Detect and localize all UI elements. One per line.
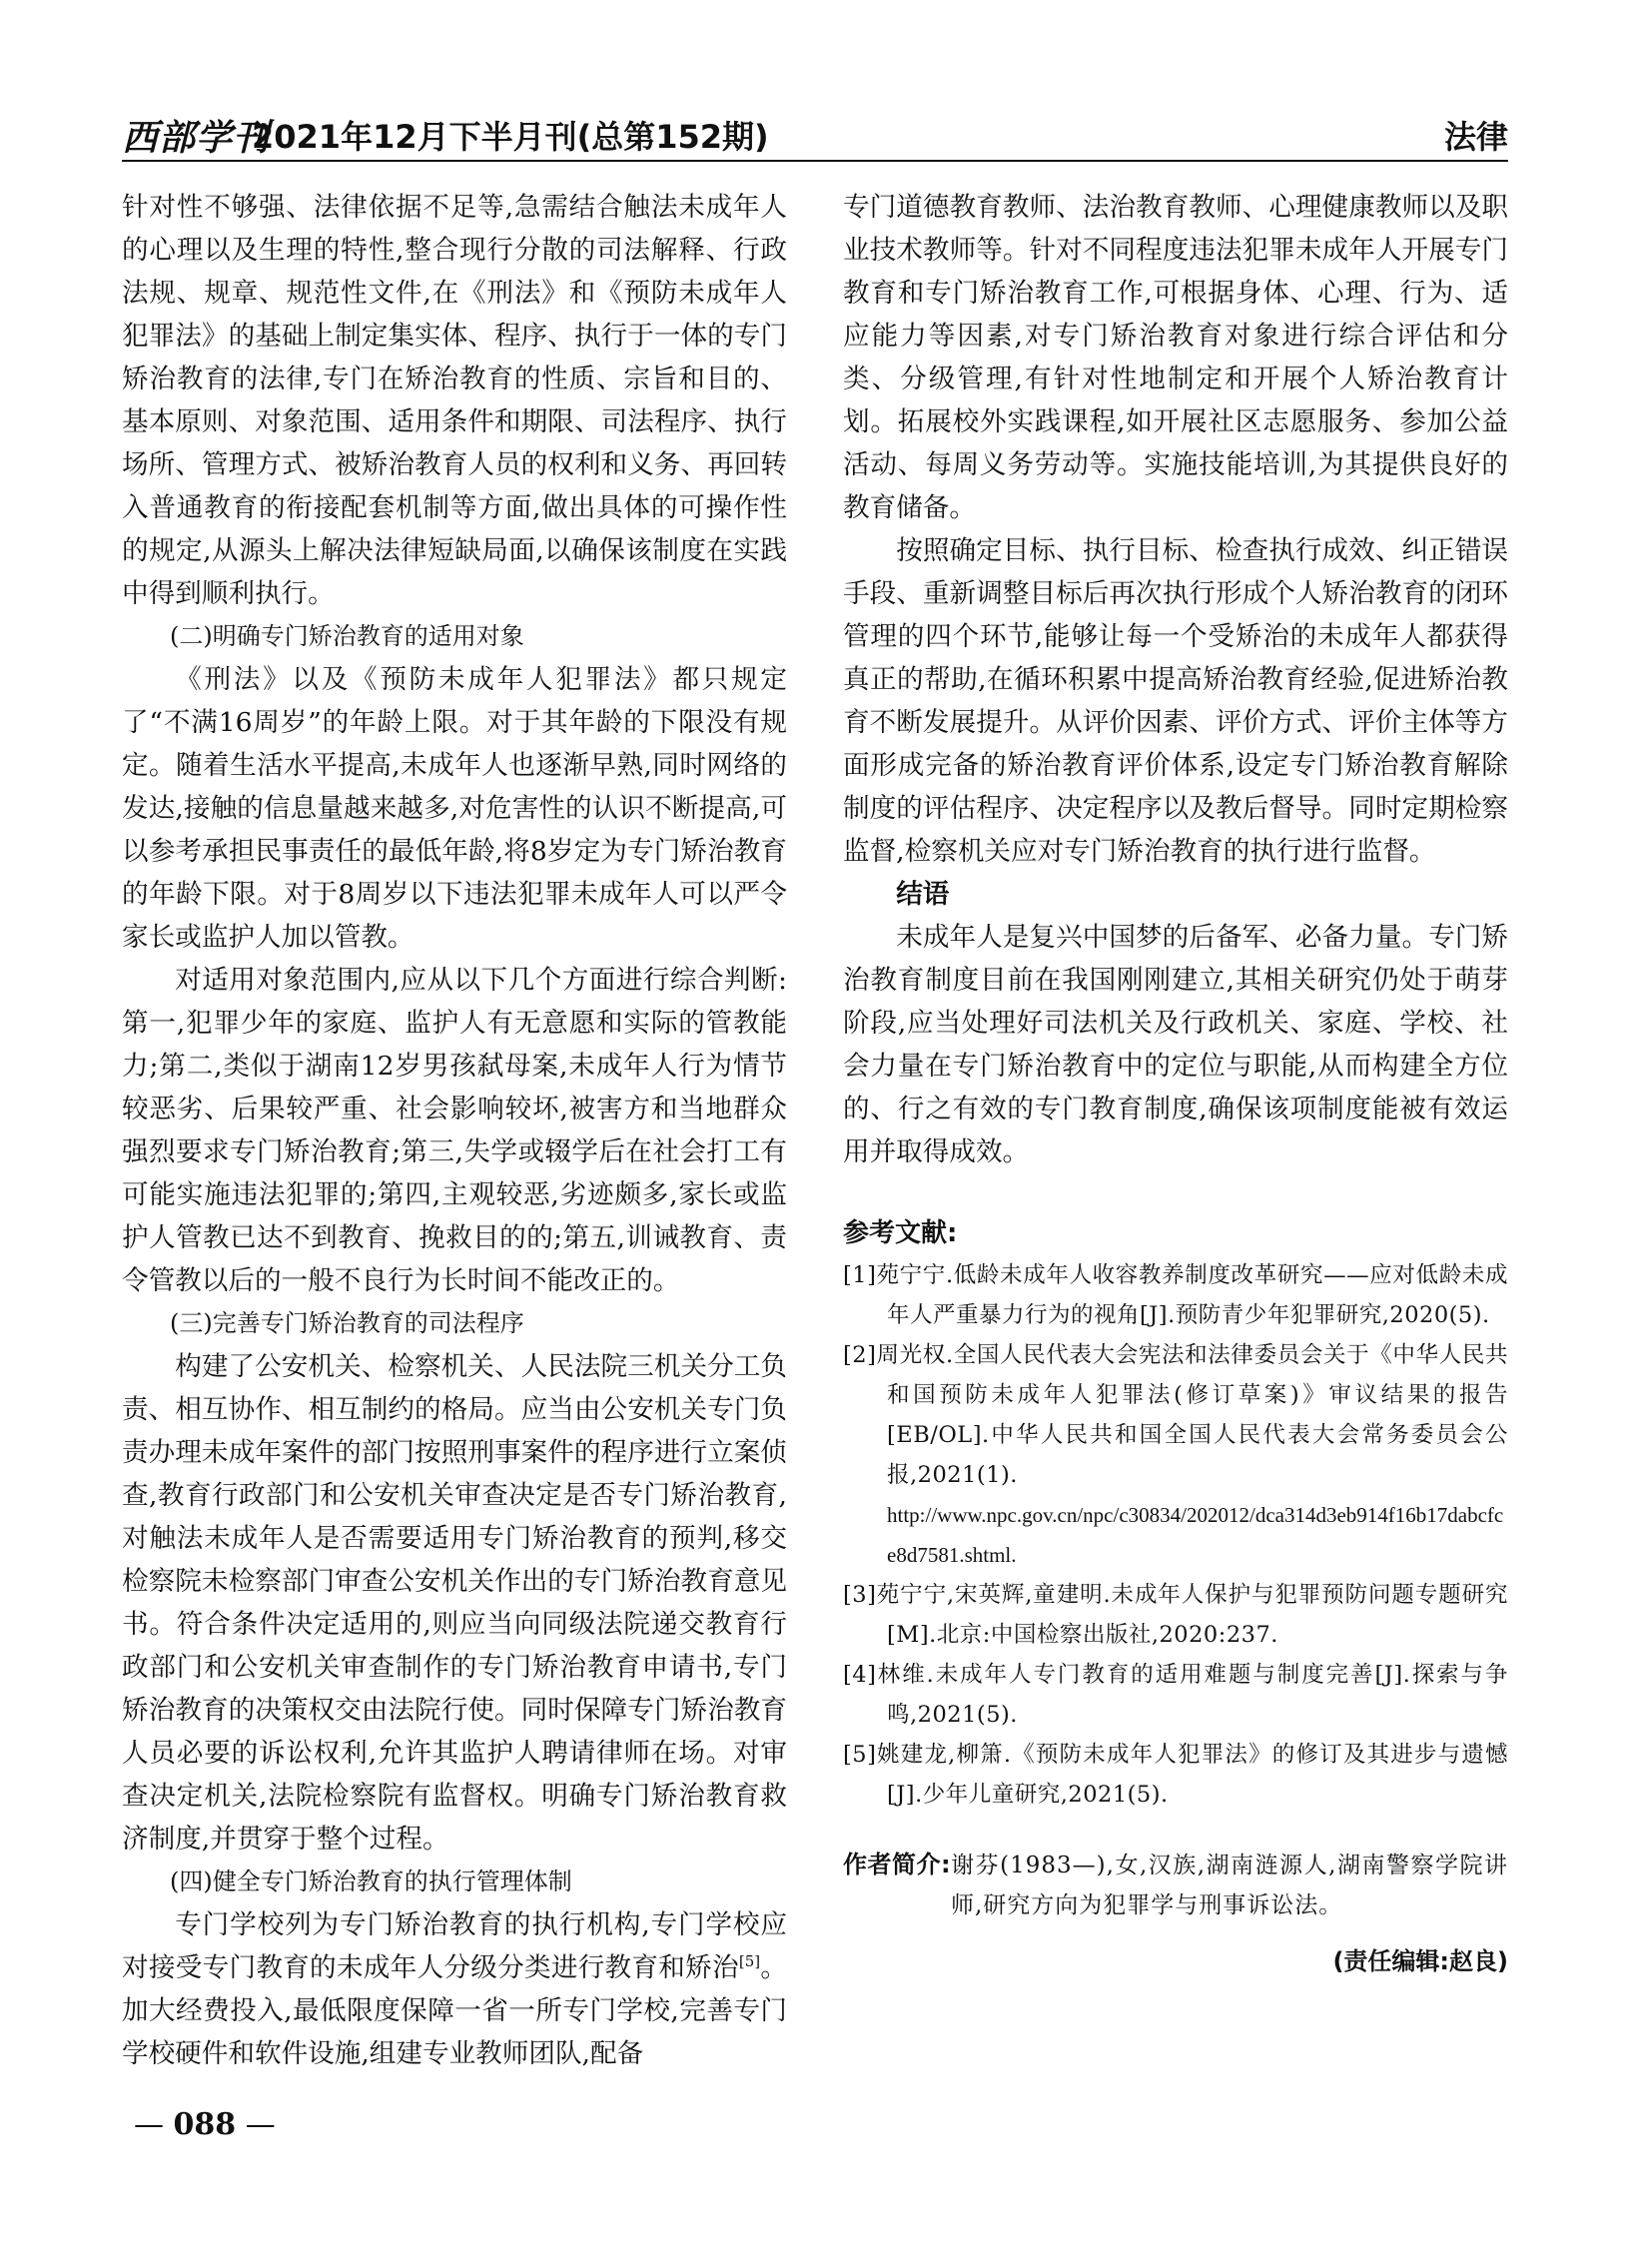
subsection-heading: (四)健全专门矫治教育的执行管理体制	[170, 1868, 572, 1895]
paragraph: 对适用对象范围内,应从以下几个方面进行综合判断:第一,犯罪少年的家庭、监护人有无意愿和实际的管教能力;第二,类似于湖南12岁男孩弑母案,未成年人行为情节较恶劣、后果较严重、社会影响较坏,被害方和当地群众强烈要求专门矫治教育;第三,失学或辍学后在社会打工有可能实施违法犯罪的;第四,主观较恶,劣迹颇多,家长或监护人管教已达不到教育、挽救目的的;第五,训诫教育、责令管教以后的一般不良行为长时间不能改正的。	[122, 965, 787, 1296]
author-bio	[843, 1845, 1508, 1925]
reference-item: [2]周光权.全国人民代表大会宪法和法律委员会关于《中华人民共和国预防未成年人犯罪法(修订草案)》审议结果的报告[EB/OL].中华人民共和国全国人民代表大会常务委员会公报,2021(1).	[843, 1342, 1508, 1488]
section-label: 法律	[1443, 118, 1508, 156]
author-bio-text: 谢芬(1983—),女,汉族,湖南涟源人,湖南警察学院讲师,研究方向为犯罪学与刑事诉讼法。	[950, 1853, 1508, 1918]
issue-info: 2021年12月下半月刊(总第152期)	[252, 118, 769, 156]
reference-item: [5]姚建龙,柳箫.《预防未成年人犯罪法》的修订及其进步与遗憾[J].少年儿童研究,2021(5).	[843, 1742, 1508, 1808]
paragraph: 针对性不够强、法律依据不足等,急需结合触法未成年人的心理以及生理的特性,整合现行分散的司法解释、行政法规、规章、规范性文件,在《刑法》和《预防未成年人犯罪法》的基础上制定集实体、程序、执行于一体的专门矫治教育的法律,专门在矫治教育的性质、宗旨和目的、基本原则、对象范围、适用条件和期限、司法程序、执行场所、管理方式、被矫治教育人员的权利和义务、再回转入普通教育的衔接配套机制等方面,做出具体的可操作性的规定,从源头上解决法律短缺局面,以确保该制度在实践中得到顺利执行。	[122, 192, 787, 609]
page-header	[122, 110, 1508, 162]
paragraph-text: 。加大经费投入,最低限度保障一省一所专门学校,完善专门学校硬件和软件设施,组建专业教师团队,配备	[122, 1952, 788, 2069]
paragraph: 未成年人是复兴中国梦的后备军、必备力量。专门矫治教育制度目前在我国刚刚建立,其相关研究仍处于萌芽阶段,应当处理好司法机关及行政机关、家庭、学校、社会力量在专门矫治教育中的定位与职能,从而构建全方位的、行之有效的专门教育制度,确保该项制度能被有效运用并取得成效。	[843, 922, 1508, 1167]
paragraph	[122, 1903, 787, 2075]
reference-item: [3]苑宁宁,宋英辉,童建明.未成年人保护与犯罪预防问题专题研究[M].北京:中国检察出版社,2020:237.	[843, 1582, 1508, 1648]
references-list	[843, 1255, 1508, 1815]
responsible-editor: (责任编辑:赵良)	[1332, 1947, 1508, 1975]
header-rule	[122, 160, 1508, 162]
subsection-heading: (三)完善专门矫治教育的司法程序	[170, 1309, 524, 1337]
journal-logo: 西部学刊	[122, 117, 271, 159]
citation-marker: [5]	[738, 1952, 761, 1971]
page-footer	[134, 2107, 276, 2142]
paragraph: 《刑法》以及《预防未成年人犯罪法》都只规定了“不满16周岁”的年龄上限。对于其年龄的下限没有规定。随着生活水平提高,未成年人也逐渐早熟,同时网络的发达,接触的信息量越来越多,对危害性的认识不断提高,可以参考承担民事责任的最低年龄,将8岁定为专门矫治教育的年龄下限。对于8周岁以下违法犯罪未成年人可以严令家长或监护人加以管教。	[122, 664, 787, 953]
subsection-heading: (二)明确专门矫治教育的适用对象	[170, 622, 524, 650]
reference-url: http://www.npc.gov.cn/npc/c30834/202012/dca314d3eb914f16b17dabcfce8d7581.shtml.	[887, 1503, 1504, 1567]
paragraph: 按照确定目标、执行目标、检查执行成效、纠正错误手段、重新调整目标后再次执行形成个人矫治教育的闭环管理的四个环节,能够让每一个受矫治的未成年人都获得真正的帮助,在循环积累中提高矫治教育经验,促进矫治教育不断发展提升。从评价因素、评价方式、评价主体等方面形成完备的矫治教育评价体系,设定专门矫治教育解除制度的评估程序、决定程序以及教后督导。同时定期检察监督,检察机关应对专门矫治教育的执行进行监督。	[843, 535, 1508, 867]
paragraph: 专门道德教育教师、法治教育教师、心理健康教师以及职业技术教师等。针对不同程度违法犯罪未成年人开展专门教育和专门矫治教育工作,可根据身体、心理、行为、适应能力等因素,对专门矫治教育对象进行综合评估和分类、分级管理,有针对性地制定和开展个人矫治教育计划。拓展校外实践课程,如开展社区志愿服务、参加公益活动、每周义务劳动等。实施技能培训,为其提供良好的教育储备。	[843, 192, 1508, 523]
left-column	[122, 186, 787, 2083]
conclusion-heading: 结语	[896, 879, 950, 910]
page-number: 088	[173, 2107, 237, 2142]
paragraph: 构建了公安机关、检察机关、人民法院三机关分工负责、相互协作、相互制约的格局。应当由公安机关专门负责办理未成年案件的部门按照刑事案件的程序进行立案侦查,教育行政部门和公安机关审查决定是否专门矫治教育,对触法未成年人是否需要适用专门矫治教育的预判,移交检察院未检察部门审查公安机关作出的专门矫治教育意见书。符合条件决定适用的,则应当向同级法院递交教育行政部门和公安机关审查制作的专门矫治教育申请书,专门矫治教育的决策权交由法院行使。同时保障专门矫治教育人员必要的诉讼权利,允许其监护人聘请律师在场。对审查决定机关,法院检察院有监督权。明确专门矫治教育救济制度,并贯穿于整个过程。	[122, 1351, 787, 1855]
reference-item: [1]苑宁宁.低龄未成年人收容教养制度改革研究——应对低龄未成年人严重暴力行为的视角[J].预防青少年犯罪研究,2020(5).	[843, 1262, 1508, 1328]
reference-item: [4]林维.未成年人专门教育的适用难题与制度完善[J].探索与争鸣,2021(5).	[843, 1662, 1508, 1728]
footer-dash-right: —	[236, 2107, 276, 2142]
footer-dash-left: —	[134, 2107, 174, 2142]
paragraph-text: 专门学校列为专门矫治教育的执行机构,专门学校应对接受专门教育的未成年人分级分类进行教育和矫治	[122, 1909, 787, 1983]
references-heading: 参考文献:	[843, 1218, 958, 1248]
author-bio-label: 作者简介:	[843, 1851, 951, 1878]
right-column	[843, 186, 1508, 2083]
